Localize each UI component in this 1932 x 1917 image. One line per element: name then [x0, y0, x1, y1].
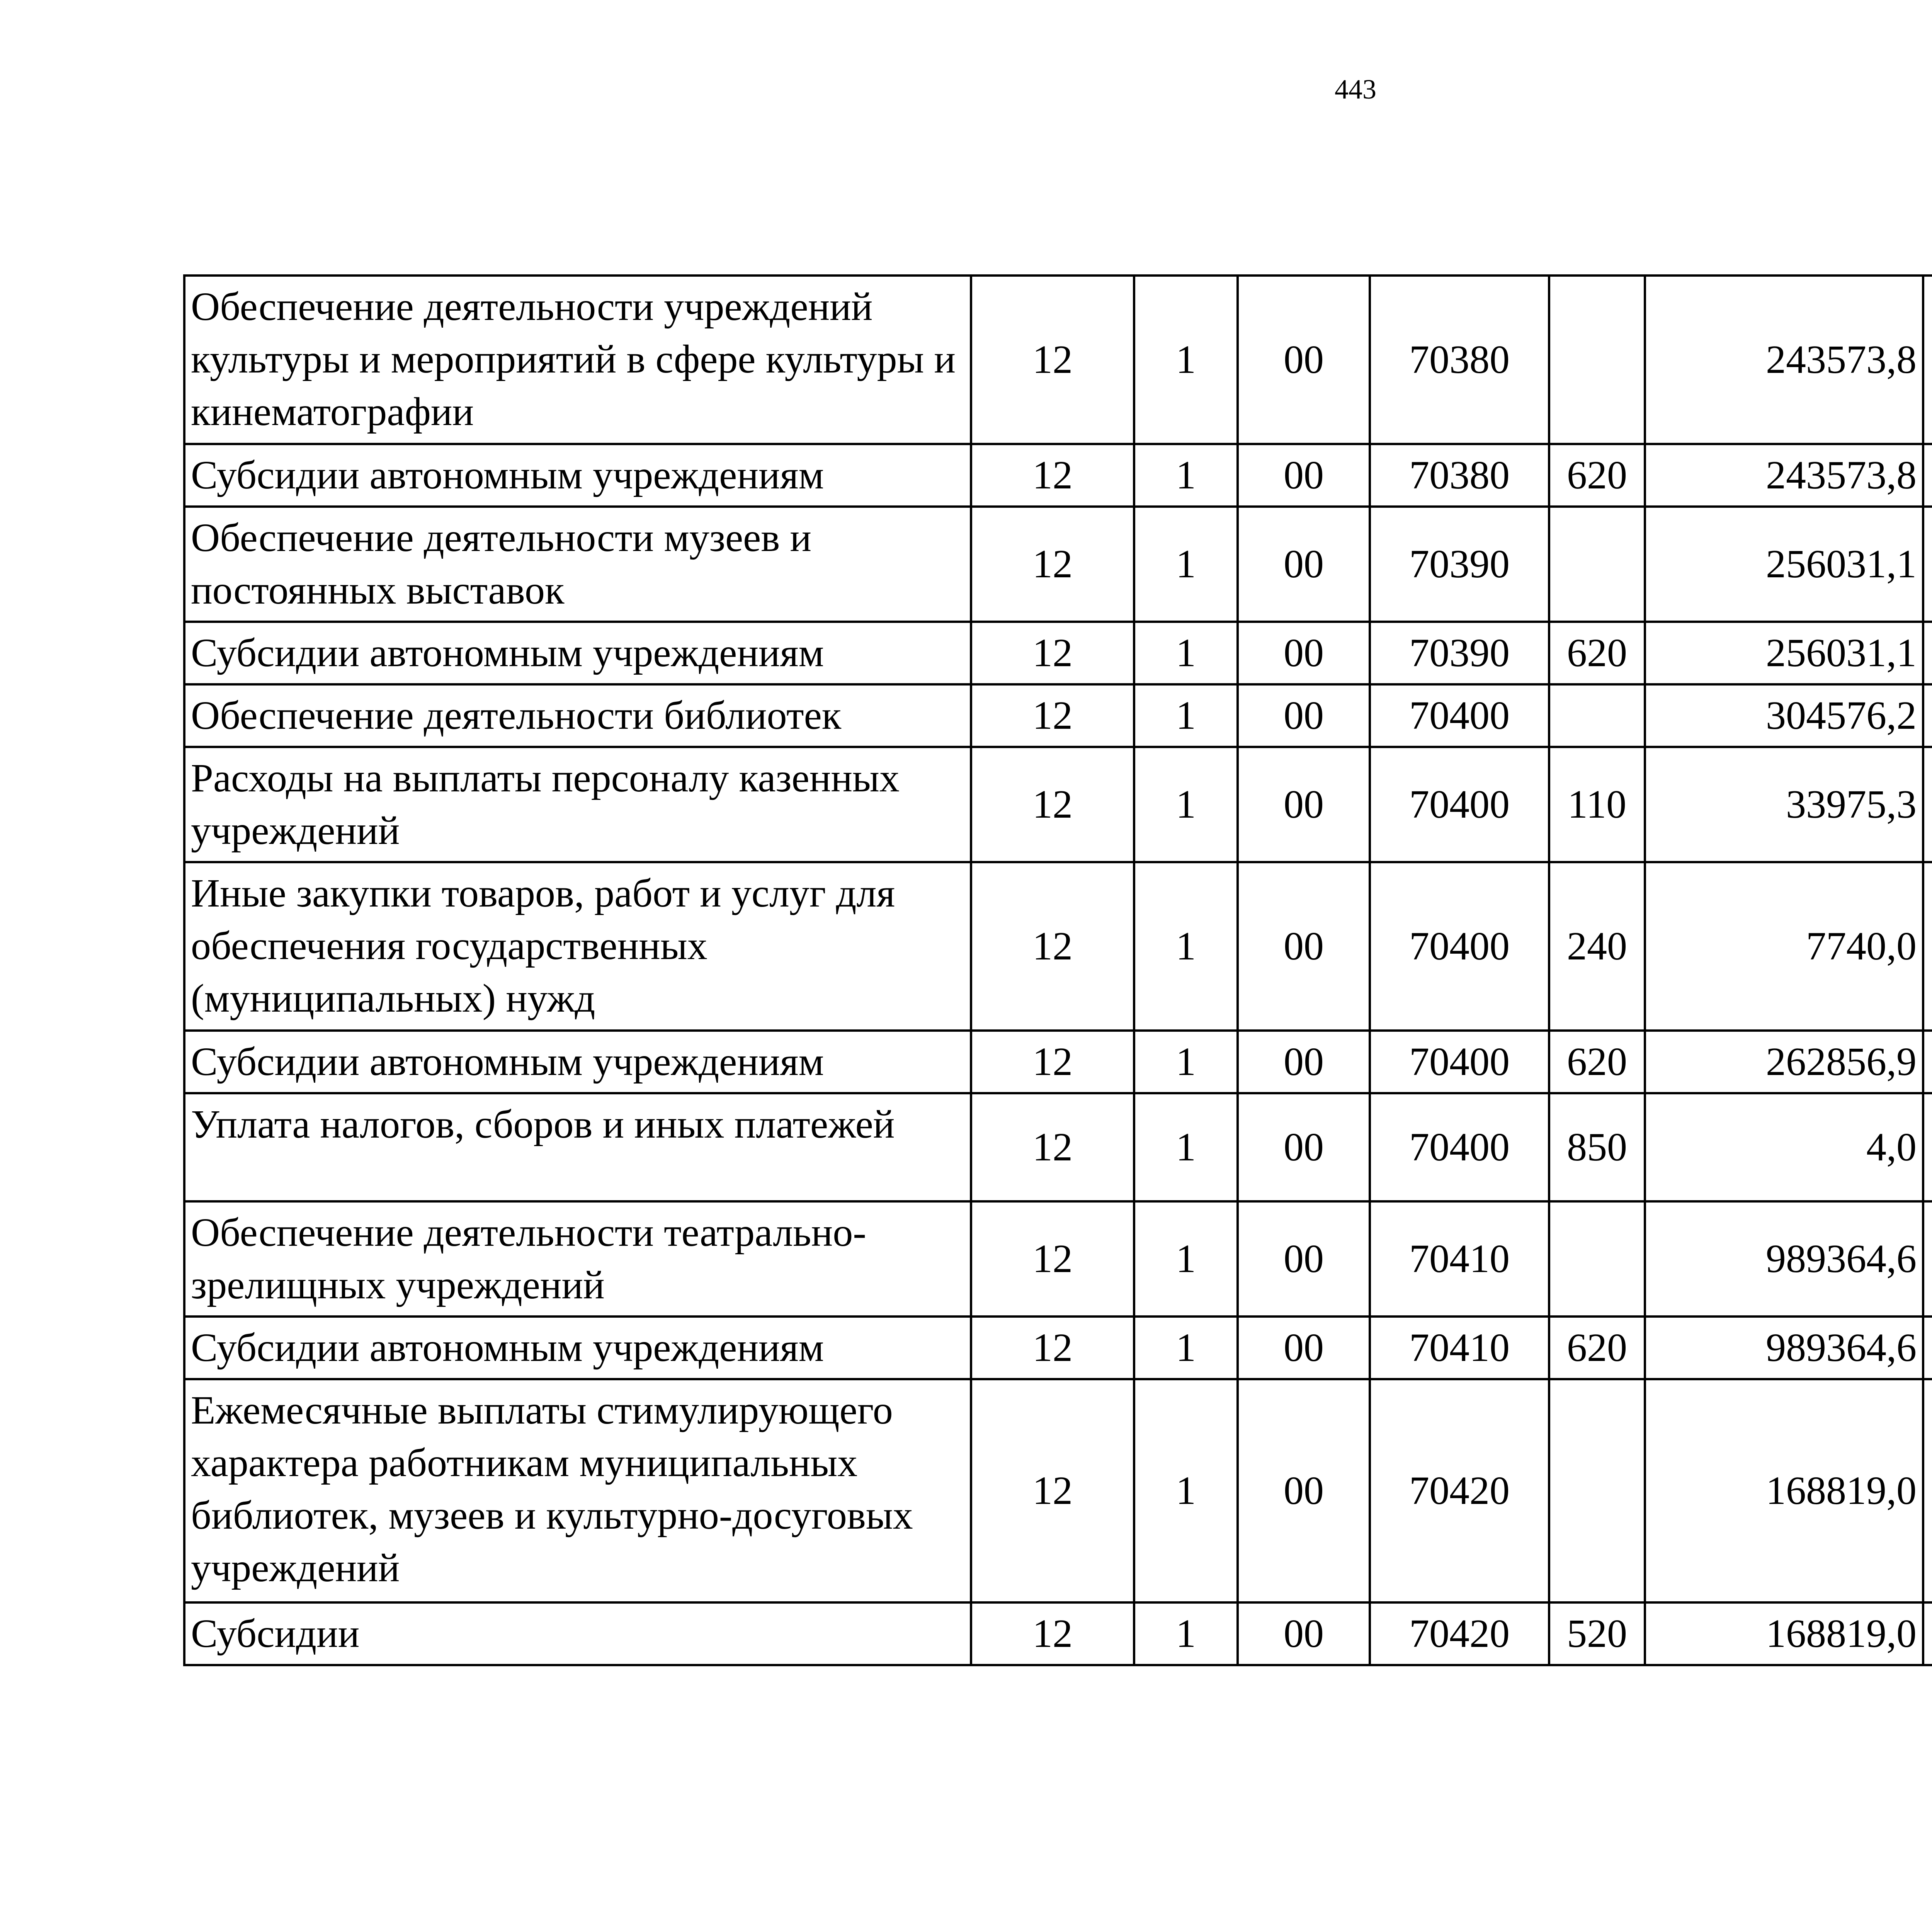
amount-year1-cell: 243573,8 [1645, 276, 1923, 444]
amount-year2-cell [1923, 507, 1932, 622]
target-code-cell: 70400 [1370, 1031, 1549, 1093]
target-code-cell: 70420 [1370, 1602, 1549, 1665]
expense-type-cell [1549, 276, 1645, 444]
subprogram-code-cell: 00 [1238, 1093, 1370, 1201]
amount-year2-cell [1923, 747, 1932, 862]
subprogram-code-cell: 00 [1238, 507, 1370, 622]
section-code-cell: 12 [971, 276, 1134, 444]
program-code-cell: 1 [1134, 1317, 1238, 1379]
expense-type-cell: 620 [1549, 444, 1645, 507]
section-code-cell: 12 [971, 747, 1134, 862]
section-code-cell: 12 [971, 1602, 1134, 1665]
amount-year1-cell: 256031,1 [1645, 507, 1923, 622]
row-name-cell: Уплата налогов, сборов и иных платежей [184, 1093, 971, 1201]
table-row [184, 622, 1932, 684]
amount-year1-cell: 7740,0 [1645, 862, 1923, 1031]
subprogram-code-cell: 00 [1238, 1317, 1370, 1379]
program-code-cell: 1 [1134, 1379, 1238, 1602]
program-code-cell: 1 [1134, 1093, 1238, 1201]
amount-year1-cell: 262856,9 [1645, 1031, 1923, 1093]
program-code-cell: 1 [1134, 1031, 1238, 1093]
program-code-cell: 1 [1134, 276, 1238, 444]
section-code-cell: 12 [971, 507, 1134, 622]
amount-year2-cell [1923, 1379, 1932, 1602]
row-name-cell: Обеспечение деятельности музеев и постоянных выставок [184, 507, 971, 622]
target-code-cell: 70400 [1370, 684, 1549, 747]
row-name-cell: Субсидии автономным учреждениям [184, 1031, 971, 1093]
row-name-cell: Обеспечение деятельности театрально-зрелищных учреждений [184, 1201, 971, 1317]
subprogram-code-cell: 00 [1238, 684, 1370, 747]
amount-year1-cell: 256031,1 [1645, 622, 1923, 684]
amount-year2-cell [1923, 684, 1932, 747]
amount-year2-cell [1923, 622, 1932, 684]
section-code-cell: 12 [971, 1031, 1134, 1093]
amount-year1-cell: 168819,0 [1645, 1379, 1923, 1602]
target-code-cell: 70420 [1370, 1379, 1549, 1602]
amount-year1-cell: 304576,2 [1645, 684, 1923, 747]
expense-type-cell: 620 [1549, 1031, 1645, 1093]
expense-type-cell: 520 [1549, 1602, 1645, 1665]
program-code-cell: 1 [1134, 622, 1238, 684]
target-code-cell: 70390 [1370, 507, 1549, 622]
page-number: 443 [1335, 74, 1376, 105]
section-code-cell: 12 [971, 1093, 1134, 1201]
amount-year2-cell [1923, 1602, 1932, 1665]
expense-type-cell: 850 [1549, 1093, 1645, 1201]
program-code-cell: 1 [1134, 747, 1238, 862]
subprogram-code-cell: 00 [1238, 1602, 1370, 1665]
section-code-cell: 12 [971, 1317, 1134, 1379]
program-code-cell: 1 [1134, 1201, 1238, 1317]
row-name-cell: Субсидии автономным учреждениям [184, 444, 971, 507]
expense-type-cell: 620 [1549, 1317, 1645, 1379]
amount-year1-cell: 4,0 [1645, 1093, 1923, 1201]
expense-type-cell: 110 [1549, 747, 1645, 862]
expense-type-cell [1549, 1201, 1645, 1317]
table-row [184, 1093, 1932, 1201]
expense-type-cell: 240 [1549, 862, 1645, 1031]
program-code-cell: 1 [1134, 684, 1238, 747]
amount-year1-cell: 989364,6 [1645, 1201, 1923, 1317]
target-code-cell: 70380 [1370, 444, 1549, 507]
table-row [184, 684, 1932, 747]
target-code-cell: 70380 [1370, 276, 1549, 444]
amount-year2-cell [1923, 1031, 1932, 1093]
table-row [184, 1317, 1932, 1379]
subprogram-code-cell: 00 [1238, 276, 1370, 444]
table-row [184, 444, 1932, 507]
budget-table [183, 274, 1932, 1666]
program-code-cell: 1 [1134, 507, 1238, 622]
amount-year1-cell: 168819,0 [1645, 1602, 1923, 1665]
amount-year2-cell [1923, 1093, 1932, 1201]
subprogram-code-cell: 00 [1238, 444, 1370, 507]
target-code-cell: 70390 [1370, 622, 1549, 684]
row-name-cell: Ежемесячные выплаты стимулирующего характера работникам муниципальных библиотек, музеев и культурно-досуговых учреждений [184, 1379, 971, 1602]
amount-year2-cell [1923, 444, 1932, 507]
row-name-cell: Субсидии [184, 1602, 971, 1665]
row-name-cell: Обеспечение деятельности библиотек [184, 684, 971, 747]
section-code-cell: 12 [971, 444, 1134, 507]
table-row [184, 862, 1932, 1031]
table-row [184, 747, 1932, 862]
amount-year1-cell: 989364,6 [1645, 1317, 1923, 1379]
subprogram-code-cell: 00 [1238, 862, 1370, 1031]
section-code-cell: 12 [971, 862, 1134, 1031]
row-name-cell: Расходы на выплаты персоналу казенных учреждений [184, 747, 971, 862]
table-row [184, 507, 1932, 622]
subprogram-code-cell: 00 [1238, 1379, 1370, 1602]
program-code-cell: 1 [1134, 862, 1238, 1031]
section-code-cell: 12 [971, 1379, 1134, 1602]
section-code-cell: 12 [971, 1201, 1134, 1317]
expense-type-cell [1549, 507, 1645, 622]
table-row [184, 1602, 1932, 1665]
table-row [184, 1201, 1932, 1317]
expense-type-cell [1549, 1379, 1645, 1602]
amount-year2-cell [1923, 1201, 1932, 1317]
amount-year1-cell: 243573,8 [1645, 444, 1923, 507]
row-name-cell: Обеспечение деятельности учреждений культуры и мероприятий в сфере культуры и кинематографии [184, 276, 971, 444]
section-code-cell: 12 [971, 684, 1134, 747]
amount-year2-cell [1923, 1317, 1932, 1379]
subprogram-code-cell: 00 [1238, 1201, 1370, 1317]
program-code-cell: 1 [1134, 444, 1238, 507]
subprogram-code-cell: 00 [1238, 622, 1370, 684]
target-code-cell: 70400 [1370, 1093, 1549, 1201]
amount-year2-cell [1923, 276, 1932, 444]
row-name-cell: Иные закупки товаров, работ и услуг для обеспечения государственных (муниципальных) нужд [184, 862, 971, 1031]
expense-type-cell [1549, 684, 1645, 747]
program-code-cell: 1 [1134, 1602, 1238, 1665]
section-code-cell: 12 [971, 622, 1134, 684]
table-row [184, 1031, 1932, 1093]
row-name-cell: Субсидии автономным учреждениям [184, 1317, 971, 1379]
amount-year2-cell [1923, 862, 1932, 1031]
row-name-cell: Субсидии автономным учреждениям [184, 622, 971, 684]
table-row [184, 276, 1932, 444]
amount-year1-cell: 33975,3 [1645, 747, 1923, 862]
target-code-cell: 70410 [1370, 1201, 1549, 1317]
target-code-cell: 70400 [1370, 747, 1549, 862]
target-code-cell: 70410 [1370, 1317, 1549, 1379]
subprogram-code-cell: 00 [1238, 1031, 1370, 1093]
table-row [184, 1379, 1932, 1602]
target-code-cell: 70400 [1370, 862, 1549, 1031]
subprogram-code-cell: 00 [1238, 747, 1370, 862]
expense-type-cell: 620 [1549, 622, 1645, 684]
